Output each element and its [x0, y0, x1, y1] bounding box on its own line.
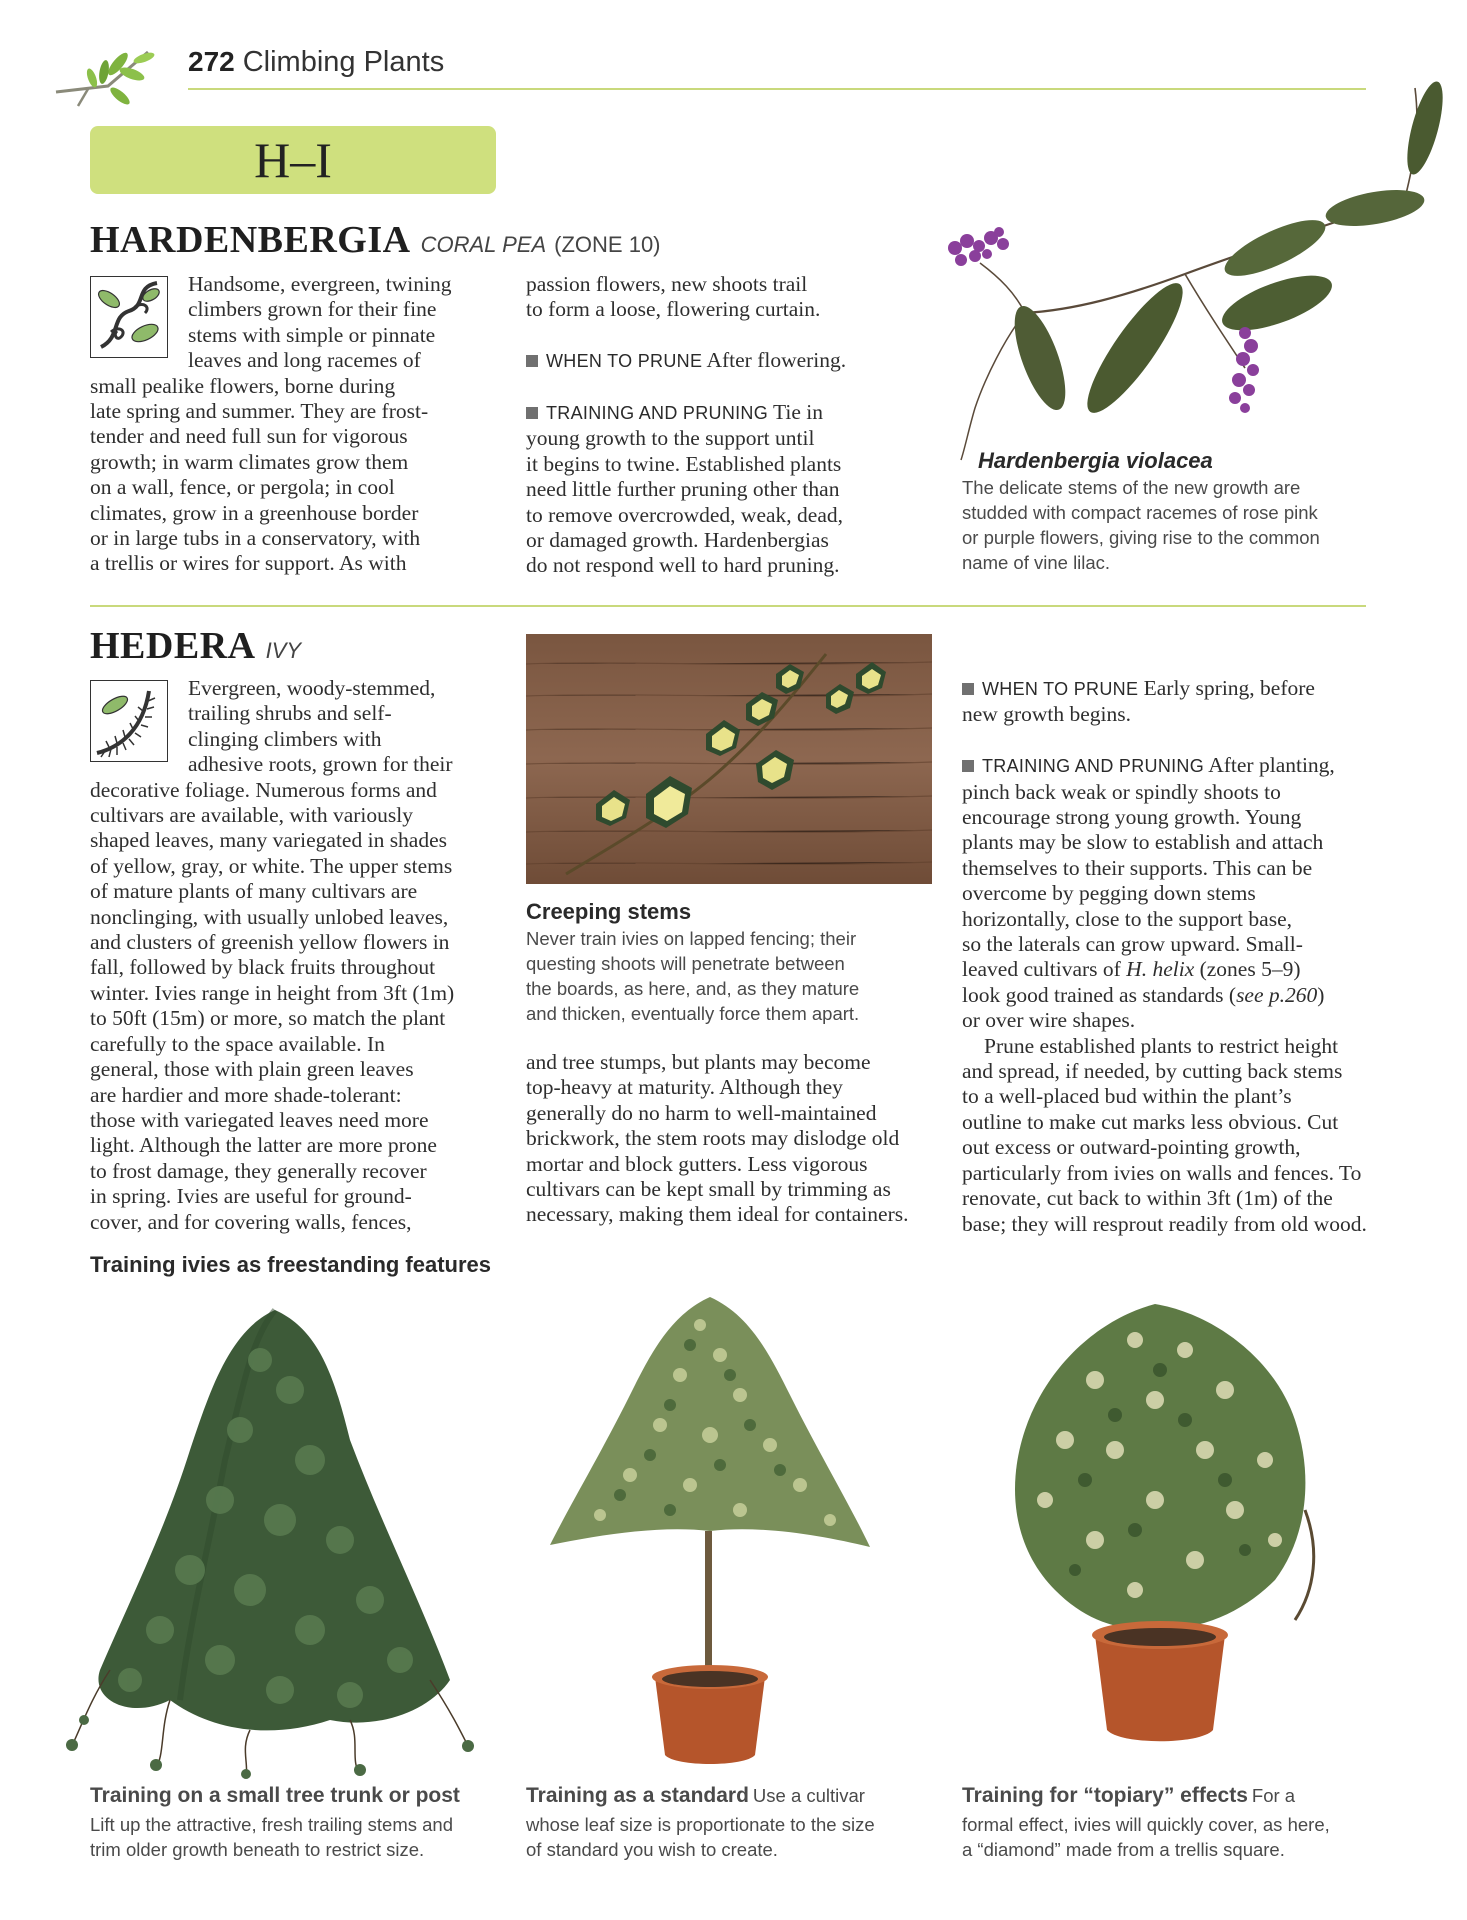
- feature-caption-post: [90, 1782, 510, 1862]
- training-label: TRAINING AND PRUNING: [982, 756, 1205, 777]
- text-line: encourage strong young growth. Young: [962, 805, 1302, 830]
- text-line: of yellow, gray, or white. The upper stems: [90, 853, 453, 878]
- caption-line: studded with compact racemes of rose pink: [962, 502, 1318, 523]
- text-line: and clusters of greenish yellow flowers in: [90, 930, 450, 955]
- text-fragment: (zones 5–9): [1199, 957, 1301, 982]
- ivy-topiary-photo: [985, 1290, 1335, 1780]
- text-line: to frost damage, they generally recover: [90, 1158, 427, 1183]
- text-line: a trellis or wires for support. As with: [90, 551, 407, 576]
- text-line: to 50ft (15m) or more, so match the plant: [90, 1006, 446, 1031]
- caption-line: of standard you wish to create.: [526, 1839, 778, 1860]
- text-line: light. Although the latter are more prone: [90, 1133, 437, 1158]
- text-line: overcome by pegging down stems: [962, 881, 1256, 906]
- ivy-on-fence-photo: [526, 634, 932, 884]
- creeping-stems-caption: [526, 898, 926, 1026]
- text-line: After planting,: [1208, 753, 1335, 778]
- text-line: tender and need full sun for vigorous: [90, 424, 408, 449]
- text-line: growth; in warm climates grow them: [90, 449, 409, 474]
- text-line: cover, and for covering walls, fences,: [90, 1209, 412, 1234]
- header-sprig-icon: [48, 34, 158, 124]
- text-line: and spread, if needed, by cutting back stems: [962, 1059, 1343, 1084]
- text-line: in spring. Ivies are useful for ground-: [90, 1184, 412, 1209]
- page-number: 272: [188, 46, 235, 77]
- caption-line: The delicate stems of the new growth are: [962, 477, 1301, 498]
- text-line: decorative foliage. Numerous forms and: [90, 777, 437, 802]
- text-line: and tree stumps, but plants may become: [526, 1050, 871, 1074]
- hedera-when-to-prune: [962, 676, 1372, 702]
- text-line: young growth to the support until: [526, 426, 815, 451]
- hardenbergia-intro-col1: [90, 272, 500, 577]
- caption-line: trim older growth beneath to restrict size.: [90, 1839, 425, 1860]
- caption-title: Training as a standard: [526, 1784, 749, 1807]
- text-fragment: look good trained as standards (: [962, 982, 1237, 1007]
- feature-caption-standard: [526, 1782, 946, 1862]
- caption-line: questing shoots will penetrate between: [526, 953, 845, 974]
- feature-caption-topiary: [962, 1782, 1382, 1862]
- spacer: [526, 375, 906, 400]
- caption-line: a “diamond” made from a trellis square.: [962, 1839, 1285, 1860]
- text-line: winter. Ivies range in height from 3ft (1m): [90, 980, 455, 1005]
- when-text: After flowering.: [706, 348, 847, 373]
- text-line: to form a loose, flowering curtain.: [526, 297, 821, 322]
- text-line: those with variegated leaves need more: [90, 1107, 429, 1132]
- text-line: to a well-placed bud within the plant’s: [962, 1084, 1292, 1109]
- text-line: or damaged growth. Hardenbergias: [526, 528, 829, 553]
- text-line: horizontally, close to the support base,: [962, 906, 1292, 931]
- text-line: fall, followed by black fruits throughout: [90, 955, 436, 980]
- text-line: [962, 957, 1372, 982]
- text-line: shaped leaves, many variegated in shades: [90, 828, 448, 853]
- caption-title: Training on a small tree trunk or post: [90, 1784, 460, 1807]
- ivy-standard-photo: [540, 1285, 880, 1785]
- hardenbergia-caption: [962, 447, 1362, 575]
- text-line: cultivars are available, with variously: [90, 803, 413, 828]
- text-line: it begins to twine. Established plants: [526, 451, 842, 476]
- text-line: Evergreen, woody-stemmed,: [188, 676, 436, 700]
- caption-text: Use a cultivar: [752, 1785, 865, 1806]
- text-line: renovate, cut back to within 3ft (1m) of the: [962, 1186, 1333, 1211]
- caption-line: whose leaf size is proportionate to the size: [526, 1814, 875, 1835]
- hardenbergia-col2: [526, 272, 906, 579]
- hardenbergia-photo: [895, 48, 1467, 478]
- bullet-square-icon: [526, 407, 538, 419]
- hedera-genus: HEDERA: [90, 625, 256, 667]
- text-line: or over wire shapes.: [962, 1008, 1136, 1033]
- text-line: trailing shrubs and self-: [188, 701, 392, 726]
- text-line: carefully to the space available. In: [90, 1031, 385, 1056]
- ivy-on-post-photo: [50, 1300, 500, 1780]
- hardenbergia-when-to-prune: [526, 348, 906, 374]
- text-line: passion flowers, new shoots trail: [526, 272, 808, 296]
- text-line: or in large tubs in a conservatory, with: [90, 526, 421, 551]
- text-line: pinch back weak or spindly shoots to: [962, 779, 1281, 804]
- bullet-square-icon: [962, 683, 974, 695]
- caption-line: formal effect, ivies will quickly cover, as here,: [962, 1814, 1330, 1835]
- text-line: new growth begins.: [962, 702, 1131, 727]
- text-fragment: see p.260: [1236, 982, 1318, 1007]
- text-line: generally do no harm to well-maintained: [526, 1100, 877, 1125]
- hardenbergia-genus: HARDENBERGIA: [90, 219, 411, 261]
- text-line: on a wall, fence, or pergola; in cool: [90, 475, 395, 500]
- caption-line: Never train ivies on lapped fencing; their: [526, 928, 857, 949]
- text-line: Prune established plants to restrict height: [984, 1033, 1339, 1058]
- text-line: plants may be slow to establish and attach: [962, 830, 1324, 855]
- hedera-title: [90, 624, 301, 668]
- spacer: [962, 728, 1372, 753]
- text-fragment: leaved cultivars of: [962, 957, 1121, 982]
- features-heading: Training ivies as freestanding features: [90, 1252, 492, 1277]
- text-line: late spring and summer. They are frost-: [90, 399, 429, 424]
- text-line: adhesive roots, grown for their: [188, 752, 453, 777]
- caption-line: Lift up the attractive, fresh trailing stems and: [90, 1814, 453, 1835]
- section-title: Climbing Plants: [242, 46, 445, 78]
- text-line: climates, grow in a greenhouse border: [90, 500, 419, 525]
- text-line: to remove overcrowded, weak, dead,: [526, 502, 843, 527]
- text-line: [962, 983, 1372, 1008]
- bullet-square-icon: [526, 355, 538, 367]
- hardenbergia-title: [90, 218, 661, 262]
- text-line: so the laterals can grow upward. Small-: [962, 932, 1303, 957]
- text-fragment: ): [1317, 982, 1325, 1007]
- text-line: cultivars can be kept small by trimming as: [526, 1177, 891, 1202]
- text-line: Tie in: [773, 400, 824, 424]
- text-line: Early spring, before: [1143, 676, 1315, 700]
- letters-heading: H–I: [254, 132, 332, 188]
- bullet-square-icon: [962, 760, 974, 772]
- caption-line: or purple flowers, giving rise to the common: [962, 527, 1320, 548]
- text-line: small pealike flowers, borne during: [90, 373, 396, 398]
- hardenbergia-zone: (ZONE 10): [554, 232, 661, 257]
- caption-line: and thicken, eventually force them apart.: [526, 1003, 860, 1024]
- caption-title-line: [526, 1782, 946, 1812]
- caption-title: Creeping stems: [526, 899, 692, 924]
- hedera-training: [962, 753, 1372, 779]
- caption-text: For a: [1251, 1785, 1296, 1806]
- hedera-intro-col1: [90, 676, 500, 1235]
- hedera-col2: [526, 1050, 938, 1228]
- hedera-common-name: IVY: [265, 638, 302, 663]
- caption-line: the boards, as here, and, as they mature: [526, 978, 860, 999]
- hardenbergia-common-name: CORAL PEA: [420, 232, 547, 257]
- text-line: Handsome, evergreen, twining: [188, 272, 452, 296]
- text-line: leaves and long racemes of: [188, 348, 421, 373]
- caption-title-line: [962, 1782, 1382, 1812]
- text-line: are hardier and more shade-tolerant:: [90, 1082, 402, 1107]
- text-line: clinging climbers with: [188, 726, 382, 751]
- section-divider: [90, 605, 1366, 607]
- text-line: nonclinging, with usually unlobed leaves,: [90, 904, 449, 929]
- hardenbergia-training: [526, 400, 906, 426]
- text-line: do not respond well to hard pruning.: [526, 553, 840, 578]
- text-line: general, those with plain green leaves: [90, 1057, 414, 1082]
- text-line: necessary, making them ideal for containers.: [526, 1202, 909, 1227]
- text-line: themselves to their supports. This can be: [962, 855, 1313, 880]
- caption-title: Hardenbergia violacea: [978, 448, 1213, 473]
- hedera-col3: [962, 676, 1372, 1237]
- text-line: brickwork, the stem roots may dislodge old: [526, 1126, 900, 1151]
- text-line: particularly from ivies on walls and fences. To: [962, 1160, 1362, 1185]
- caption-line: name of vine lilac.: [962, 552, 1111, 573]
- caption-title-line: [90, 1782, 510, 1812]
- text-line: outline to make cut marks less obvious. Cut: [962, 1109, 1339, 1134]
- training-label: TRAINING AND PRUNING: [546, 403, 769, 423]
- text-line: top-heavy at maturity. Although they: [526, 1075, 843, 1100]
- caption-title: Training for “topiary” effects: [962, 1784, 1248, 1807]
- text-line: out excess or outward-pointing growth,: [962, 1135, 1301, 1160]
- text-line: base; they will resprout readily from old wood.: [962, 1211, 1367, 1236]
- text-fragment: H. helix: [1126, 957, 1195, 982]
- text-line: stems with simple or pinnate: [188, 322, 436, 347]
- text-line: mortar and block gutters. Less vigorous: [526, 1151, 868, 1176]
- text-line: climbers grown for their fine: [188, 297, 437, 322]
- text-line: need little further pruning other than: [526, 477, 840, 502]
- page-header: [188, 46, 444, 86]
- when-label: WHEN TO PRUNE: [982, 679, 1139, 699]
- spacer: [526, 323, 906, 348]
- when-label: WHEN TO PRUNE: [546, 351, 703, 372]
- text-line: of mature plants of many cultivars are: [90, 879, 418, 904]
